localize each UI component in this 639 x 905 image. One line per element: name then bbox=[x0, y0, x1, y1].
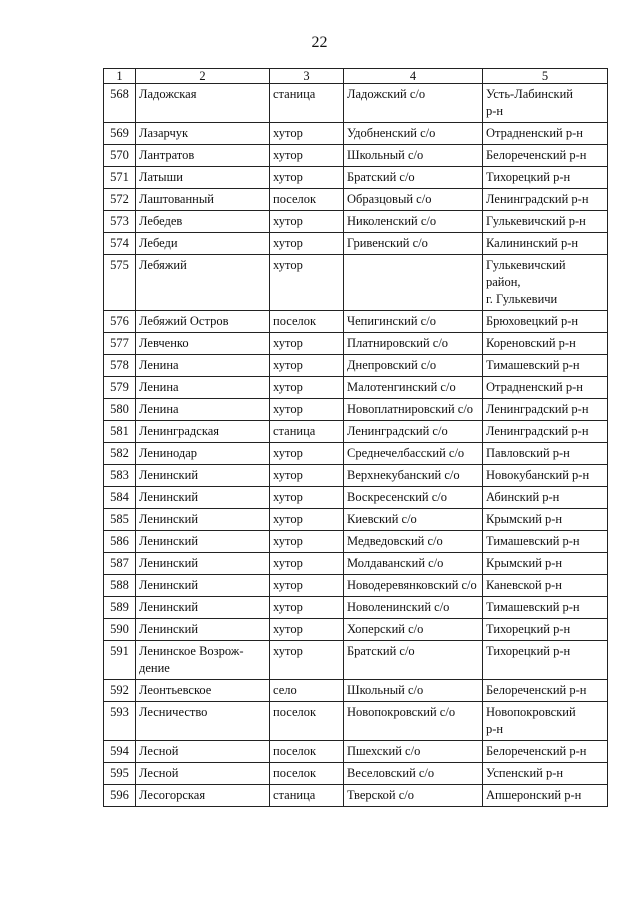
row-number: 569 bbox=[104, 123, 136, 145]
row-number: 576 bbox=[104, 311, 136, 333]
settlement-type: поселок bbox=[270, 189, 344, 211]
rural-council: Братский с/о bbox=[344, 641, 483, 680]
rural-council: Платнировский с/о bbox=[344, 333, 483, 355]
district-name: Тихорецкий р-н bbox=[483, 619, 608, 641]
district-name: Усть-Лабинский р-н bbox=[483, 84, 608, 123]
table-row bbox=[104, 84, 608, 123]
row-number: 573 bbox=[104, 211, 136, 233]
table-row bbox=[104, 377, 608, 399]
table-row bbox=[104, 465, 608, 487]
settlement-type: хутор bbox=[270, 167, 344, 189]
page-number: 22 bbox=[311, 34, 328, 51]
settlement-name: Ленинское Возрож- дение bbox=[136, 641, 270, 680]
table-row bbox=[104, 167, 608, 189]
row-number: 581 bbox=[104, 421, 136, 443]
row-number: 592 bbox=[104, 680, 136, 702]
district-name: Калининский р-н bbox=[483, 233, 608, 255]
settlements-table bbox=[103, 68, 608, 807]
rural-council: Новопокровский с/о bbox=[344, 702, 483, 741]
rural-council: Среднечелбасский с/о bbox=[344, 443, 483, 465]
district-name: Белореченский р-н bbox=[483, 741, 608, 763]
district-name: Успенский р-н bbox=[483, 763, 608, 785]
settlement-name: Ленинский bbox=[136, 619, 270, 641]
settlement-type: хутор bbox=[270, 597, 344, 619]
settlement-name: Лебедев bbox=[136, 211, 270, 233]
district-name: Тимашевский р-н bbox=[483, 531, 608, 553]
settlement-name: Ленинский bbox=[136, 553, 270, 575]
settlement-type: хутор bbox=[270, 211, 344, 233]
rural-council: Ладожский с/о bbox=[344, 84, 483, 123]
settlement-type: хутор bbox=[270, 399, 344, 421]
table-row bbox=[104, 355, 608, 377]
district-name: Ленинградский р-н bbox=[483, 189, 608, 211]
settlement-name: Леонтьевское bbox=[136, 680, 270, 702]
settlement-type: поселок bbox=[270, 311, 344, 333]
rural-council: Медведовский с/о bbox=[344, 531, 483, 553]
settlement-type: хутор bbox=[270, 443, 344, 465]
rural-council: Чепигинский с/о bbox=[344, 311, 483, 333]
table-row bbox=[104, 597, 608, 619]
table-row bbox=[104, 311, 608, 333]
row-number: 579 bbox=[104, 377, 136, 399]
rural-council: Ленинградский с/о bbox=[344, 421, 483, 443]
rural-council: Веселовский с/о bbox=[344, 763, 483, 785]
rural-council: Гривенский с/о bbox=[344, 233, 483, 255]
settlement-type: хутор bbox=[270, 619, 344, 641]
rural-council: Молдаванский с/о bbox=[344, 553, 483, 575]
settlement-type: хутор bbox=[270, 487, 344, 509]
settlement-name: Ладожская bbox=[136, 84, 270, 123]
row-number: 574 bbox=[104, 233, 136, 255]
settlement-type: поселок bbox=[270, 702, 344, 741]
rural-council: Новоленинский с/о bbox=[344, 597, 483, 619]
rural-council: Малотенгинский с/о bbox=[344, 377, 483, 399]
row-number: 577 bbox=[104, 333, 136, 355]
row-number: 596 bbox=[104, 785, 136, 807]
settlement-name: Лазарчук bbox=[136, 123, 270, 145]
rural-council: Образцовый с/о bbox=[344, 189, 483, 211]
settlement-name: Лебяжий bbox=[136, 255, 270, 311]
header-row bbox=[104, 69, 608, 84]
settlement-type: хутор bbox=[270, 641, 344, 680]
settlement-type: хутор bbox=[270, 355, 344, 377]
settlement-type: хутор bbox=[270, 575, 344, 597]
row-number: 594 bbox=[104, 741, 136, 763]
table-row bbox=[104, 399, 608, 421]
settlement-name: Латыши bbox=[136, 167, 270, 189]
row-number: 570 bbox=[104, 145, 136, 167]
row-number: 571 bbox=[104, 167, 136, 189]
table-row bbox=[104, 333, 608, 355]
table-row bbox=[104, 680, 608, 702]
column-header: 1 bbox=[104, 69, 136, 84]
settlement-name: Лантратов bbox=[136, 145, 270, 167]
rural-council: Хоперский с/о bbox=[344, 619, 483, 641]
settlement-type: станица bbox=[270, 84, 344, 123]
column-header: 4 bbox=[344, 69, 483, 84]
settlement-name: Ленинградская bbox=[136, 421, 270, 443]
table-row bbox=[104, 421, 608, 443]
rural-council: Школьный с/о bbox=[344, 680, 483, 702]
rural-council: Школьный с/о bbox=[344, 145, 483, 167]
district-name: Абинский р-н bbox=[483, 487, 608, 509]
settlement-name: Лебяжий Остров bbox=[136, 311, 270, 333]
column-header: 5 bbox=[483, 69, 608, 84]
district-name: Гулькевичский р-н bbox=[483, 211, 608, 233]
settlement-name: Ленина bbox=[136, 377, 270, 399]
settlement-type: хутор bbox=[270, 465, 344, 487]
settlement-name: Ленинский bbox=[136, 509, 270, 531]
row-number: 580 bbox=[104, 399, 136, 421]
settlement-type: хутор bbox=[270, 333, 344, 355]
rural-council: Тверской с/о bbox=[344, 785, 483, 807]
settlement-type: хутор bbox=[270, 123, 344, 145]
row-number: 590 bbox=[104, 619, 136, 641]
table-row bbox=[104, 123, 608, 145]
district-name: Тихорецкий р-н bbox=[483, 167, 608, 189]
table-row bbox=[104, 741, 608, 763]
rural-council: Братский с/о bbox=[344, 167, 483, 189]
row-number: 586 bbox=[104, 531, 136, 553]
district-name: Крымский р-н bbox=[483, 509, 608, 531]
row-number: 575 bbox=[104, 255, 136, 311]
settlement-name: Лесной bbox=[136, 763, 270, 785]
row-number: 585 bbox=[104, 509, 136, 531]
settlement-type: поселок bbox=[270, 741, 344, 763]
settlement-type: поселок bbox=[270, 763, 344, 785]
district-name: Белореченский р-н bbox=[483, 680, 608, 702]
table-row bbox=[104, 233, 608, 255]
table-row bbox=[104, 211, 608, 233]
settlement-name: Ленинский bbox=[136, 465, 270, 487]
rural-council: Днепровский с/о bbox=[344, 355, 483, 377]
settlement-type: село bbox=[270, 680, 344, 702]
table-row bbox=[104, 487, 608, 509]
row-number: 587 bbox=[104, 553, 136, 575]
table-row bbox=[104, 443, 608, 465]
row-number: 582 bbox=[104, 443, 136, 465]
district-name: Новопокровский р-н bbox=[483, 702, 608, 741]
district-name: Крымский р-н bbox=[483, 553, 608, 575]
table-row bbox=[104, 763, 608, 785]
district-name: Каневской р-н bbox=[483, 575, 608, 597]
table-row bbox=[104, 702, 608, 741]
column-header: 2 bbox=[136, 69, 270, 84]
rural-council: Николенский с/о bbox=[344, 211, 483, 233]
settlement-type: хутор bbox=[270, 255, 344, 311]
row-number: 578 bbox=[104, 355, 136, 377]
settlement-type: станица bbox=[270, 421, 344, 443]
row-number: 595 bbox=[104, 763, 136, 785]
table-row bbox=[104, 255, 608, 311]
district-name: Тимашевский р-н bbox=[483, 355, 608, 377]
settlement-name: Левченко bbox=[136, 333, 270, 355]
table-row bbox=[104, 785, 608, 807]
settlement-type: хутор bbox=[270, 531, 344, 553]
table-body bbox=[104, 84, 608, 807]
settlement-type: хутор bbox=[270, 233, 344, 255]
rural-council: Новоплатнировский с/о bbox=[344, 399, 483, 421]
settlement-name: Лаштованный bbox=[136, 189, 270, 211]
settlement-name: Ленина bbox=[136, 355, 270, 377]
row-number: 589 bbox=[104, 597, 136, 619]
table-row bbox=[104, 509, 608, 531]
row-number: 568 bbox=[104, 84, 136, 123]
table-row bbox=[104, 553, 608, 575]
rural-council: Пшехский с/о bbox=[344, 741, 483, 763]
settlement-name: Ленина bbox=[136, 399, 270, 421]
rural-council: Воскресенский с/о bbox=[344, 487, 483, 509]
settlement-type: хутор bbox=[270, 553, 344, 575]
district-name: Новокубанский р-н bbox=[483, 465, 608, 487]
settlement-type: станица bbox=[270, 785, 344, 807]
table-row bbox=[104, 575, 608, 597]
settlement-type: хутор bbox=[270, 509, 344, 531]
row-number: 583 bbox=[104, 465, 136, 487]
district-name: Тихорецкий р-н bbox=[483, 641, 608, 680]
settlement-name: Лесогорская bbox=[136, 785, 270, 807]
district-name: Белореченский р-н bbox=[483, 145, 608, 167]
row-number: 584 bbox=[104, 487, 136, 509]
settlement-name: Ленинский bbox=[136, 531, 270, 553]
district-name: Апшеронский р-н bbox=[483, 785, 608, 807]
rural-council: Верхнекубанский с/о bbox=[344, 465, 483, 487]
table-row bbox=[104, 531, 608, 553]
table-row bbox=[104, 189, 608, 211]
column-header: 3 bbox=[270, 69, 344, 84]
district-name: Брюховецкий р-н bbox=[483, 311, 608, 333]
settlement-name: Ленинский bbox=[136, 575, 270, 597]
row-number: 588 bbox=[104, 575, 136, 597]
row-number: 572 bbox=[104, 189, 136, 211]
rural-council bbox=[344, 255, 483, 311]
settlement-name: Лесничество bbox=[136, 702, 270, 741]
row-number: 593 bbox=[104, 702, 136, 741]
district-name: Павловский р-н bbox=[483, 443, 608, 465]
rural-council: Киевский с/о bbox=[344, 509, 483, 531]
settlement-type: хутор bbox=[270, 145, 344, 167]
settlement-name: Ленинодар bbox=[136, 443, 270, 465]
district-name: Отрадненский р-н bbox=[483, 377, 608, 399]
rural-council: Новодеревянковский с/о bbox=[344, 575, 483, 597]
district-name: Отрадненский р-н bbox=[483, 123, 608, 145]
settlement-name: Ленинский bbox=[136, 597, 270, 619]
district-name: Тимашевский р-н bbox=[483, 597, 608, 619]
table-row bbox=[104, 619, 608, 641]
district-name: Ленинградский р-н bbox=[483, 399, 608, 421]
district-name: Ленинградский р-н bbox=[483, 421, 608, 443]
settlement-name: Лесной bbox=[136, 741, 270, 763]
district-name: Кореновский р-н bbox=[483, 333, 608, 355]
settlement-type: хутор bbox=[270, 377, 344, 399]
district-name: Гулькевичский район, г. Гулькевичи bbox=[483, 255, 608, 311]
rural-council: Удобненский с/о bbox=[344, 123, 483, 145]
table-row bbox=[104, 145, 608, 167]
settlement-name: Ленинский bbox=[136, 487, 270, 509]
row-number: 591 bbox=[104, 641, 136, 680]
table-row bbox=[104, 641, 608, 680]
settlement-name: Лебеди bbox=[136, 233, 270, 255]
